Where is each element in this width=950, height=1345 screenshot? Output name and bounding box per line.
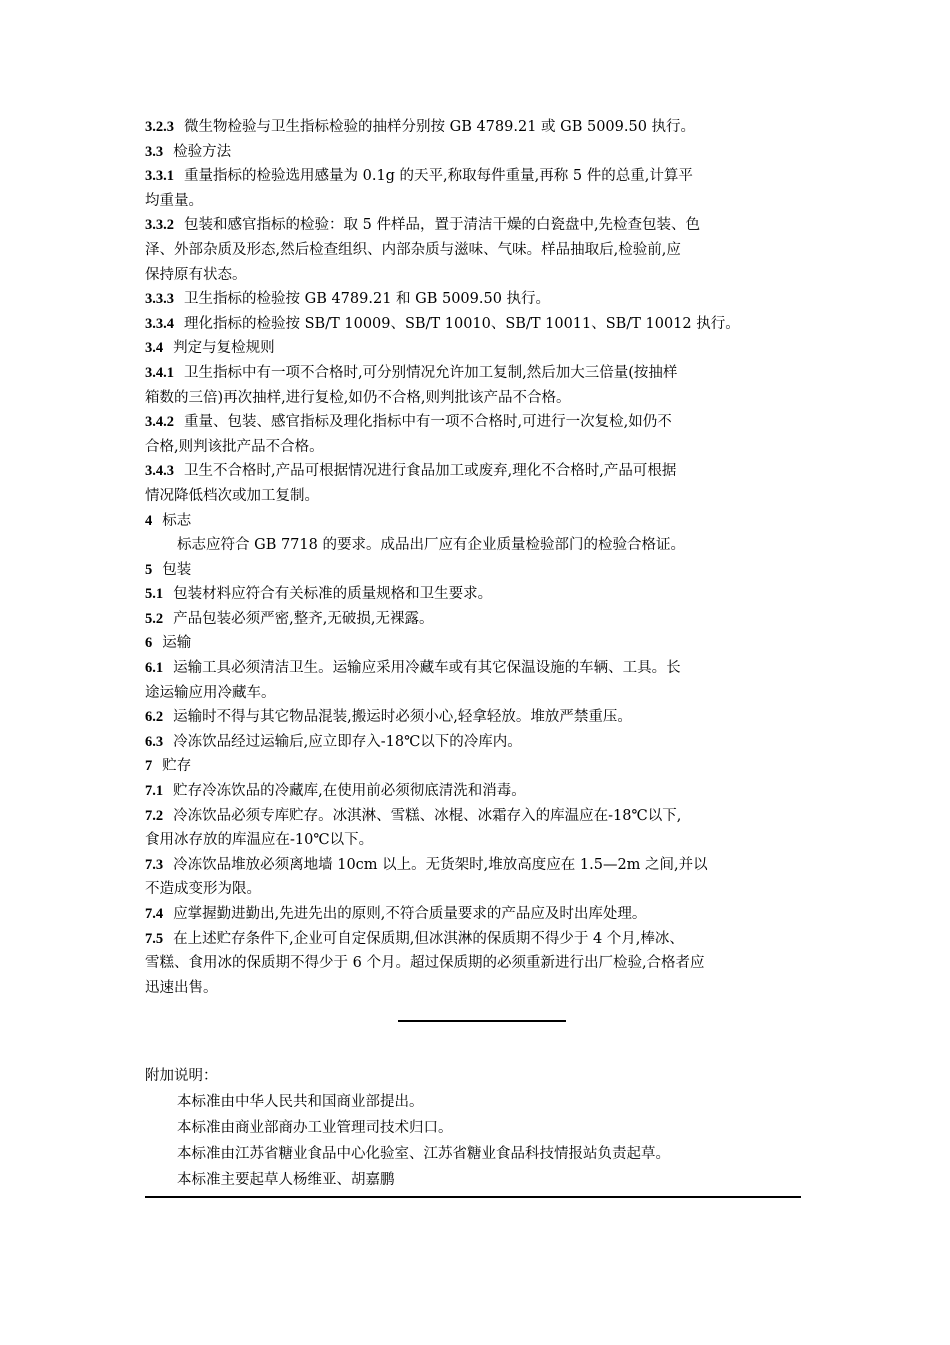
appendix-item: 本标准由江苏省糖业食品中心化验室、江苏省糖业食品科技情报站负责起草。 [177,1146,670,1162]
clause-line [145,804,805,829]
clause-text: 合格,则判该批产品不合格。 [145,438,324,455]
clause-line [145,287,805,312]
clause-continuation [145,435,805,460]
clause-text: 雪糕、食用冰的保质期不得少于 6 个月。超过保质期的必须重新进行出厂检验,合格者应 [145,955,705,972]
clause-text: 卫生不合格时,产品可根据情况进行食品加工或废弃,理化不合格时,产品可根据 [184,463,677,480]
clause-number: 3.4.1 [145,364,174,381]
clause-line [145,115,805,140]
clause-continuation [145,976,805,1001]
clause-text: 箱数的三倍)再次抽样,进行复检,如仍不合格,则判批该产品不合格。 [145,389,571,406]
clause-number: 7.4 [145,906,164,922]
clause-number: 3.4.3 [145,463,174,480]
clause-number: 3.4 [145,340,164,357]
clause-line [145,459,805,484]
section-end-rule [398,1020,566,1022]
clause-text: 冷冻饮品必须专库贮存。冰淇淋、雪糕、冰棍、冰霜存入的库温应在-18℃以下, [173,807,682,824]
clause-number: 7.3 [145,856,164,873]
clause-text: 贮存冷冻饮品的冷藏库,在使用前必须彻底清洗和消毒。 [173,783,526,800]
clause-line [145,213,805,238]
clause-line [145,656,805,681]
clause-text: 不造成变形为限。 [145,881,261,898]
clause-text: 重量、包装、感官指标及理化指标中有一项不合格时,可进行一次复检,如仍不 [184,414,672,431]
clause-continuation [145,681,805,706]
clause-text: 保持原有状态。 [145,266,247,283]
clause-line [145,902,805,927]
clause-number: 7.5 [145,930,164,947]
document-body [145,115,805,1000]
clause-continuation [145,484,805,509]
clause-continuation [145,877,805,902]
clause-number: 7.1 [145,783,164,800]
clause-continuation [145,386,805,411]
clause-text: 均重量。 [145,192,203,209]
clause-number: 3.3 [145,143,164,160]
clause-text: 产品包装必须严密,整齐,无破损,无裸露。 [173,610,434,627]
clause-text: 重量指标的检验选用感量为 0.1g 的天平,称取每件重量,再称 5 件的总重,计算平 [184,168,693,185]
clause-text: 在上述贮存条件下,企业可自定保质期,但冰淇淋的保质期不得少于 4 个月,棒冰、 [173,930,684,947]
clause-text: 情况降低档次或加工复制。 [145,487,319,504]
clause-line [145,164,805,189]
clause-text: 微生物检验与卫生指标检验的抽样分别按 GB 4789.21 或 GB 5009.50 执行。 [184,119,696,135]
clause-text: 应掌握勤进勤出,先进先出的原则,不符合质量要求的产品应及时出库处理。 [173,906,647,922]
clause-number: 3.3.2 [145,217,174,234]
appendix [145,1063,805,1193]
clause-text: 包装和感官指标的检验：取 5 件样品，置于清洁干燥的白瓷盘中,先检查包装、色 [184,217,701,234]
clause-line [145,533,805,558]
clause-line [145,754,805,779]
clause-text: 途运输应用冷藏车。 [145,684,276,701]
clause-continuation [145,828,805,853]
clause-line [145,779,805,804]
appendix-item: 本标准由商业部商办工业管理司技术归口。 [177,1120,453,1136]
clause-number: 3.3.4 [145,315,174,332]
clause-number: 5.2 [145,610,164,627]
clause-text: 运输 [162,635,192,652]
clause-text: 判定与复检规则 [173,340,275,357]
clause-text: 卫生指标的检验按 GB 4789.21 和 GB 5009.50 执行。 [184,291,551,308]
clause-line [145,336,805,361]
clause-number: 3.2.3 [145,119,174,135]
clause-number: 3.4.2 [145,414,174,431]
clause-line [145,927,805,952]
clause-continuation [145,189,805,214]
clause-continuation [145,951,805,976]
clause-number: 4 [145,512,153,529]
clause-line [145,410,805,435]
clause-continuation [145,238,805,263]
clause-number: 6.3 [145,733,164,750]
clause-line [145,631,805,656]
appendix-item: 本标准主要起草人杨维亚、胡嘉鹏 [177,1172,395,1188]
appendix-item: 本标准由中华人民共和国商业部提出。 [177,1094,424,1110]
clause-number: 5 [145,561,153,578]
clause-number: 3.3.1 [145,168,174,185]
clause-text: 检验方法 [173,143,232,160]
clause-line [145,582,805,607]
clause-line [145,730,805,755]
clause-number: 5.1 [145,586,164,603]
clause-text: 冷冻饮品经过运输后,应立即存入-18℃以下的冷库内。 [173,733,522,750]
clause-text: 运输工具必须清洁卫生。运输应采用冷藏车或有其它保温设施的车辆、工具。长 [173,660,681,677]
clause-text: 迅速出售。 [145,979,218,996]
clause-number: 3.3.3 [145,291,174,308]
clause-text: 贮存 [162,758,192,775]
clause-continuation [145,263,805,288]
document-end-rule [145,1196,801,1198]
clause-number: 7 [145,758,153,775]
clause-number: 6 [145,635,153,652]
clause-text: 标志 [162,512,192,529]
clause-line [145,853,805,878]
clause-text: 包装 [162,561,192,578]
appendix-title: 附加说明： [145,1068,218,1084]
clause-line [145,312,805,337]
clause-text: 包装材料应符合有关标准的质量规格和卫生要求。 [173,586,493,603]
clause-line [145,509,805,534]
clause-number: 6.1 [145,660,164,677]
clause-line [145,361,805,386]
clause-line [145,607,805,632]
clause-number: 6.2 [145,709,164,726]
clause-text: 运输时不得与其它物品混装,搬运时必须小心,轻拿轻放。堆放严禁重压。 [173,709,632,726]
clause-line [145,140,805,165]
clause-text: 标志应符合 GB 7718 的要求。成品出厂应有企业质量检验部门的检验合格证。 [177,537,685,554]
clause-text: 冷冻饮品堆放必须离地墙 10cm 以上。无货架时,堆放高度应在 1.5—2m 之间,并以 [173,856,708,873]
clause-number: 7.2 [145,807,164,824]
clause-text: 卫生指标中有一项不合格时,可分别情况允许加工复制,然后加大三倍量(按抽样 [184,364,678,381]
clause-line [145,705,805,730]
clause-text: 泽、外部杂质及形态,然后检查组织、内部杂质与滋味、气味。样品抽取后,检验前,应 [145,241,681,258]
clause-text: 食用冰存放的库温应在-10℃以下。 [145,832,374,849]
clause-line [145,558,805,583]
clause-text: 理化指标的检验按 SB/T 10009、SB/T 10010、SB/T 10011、SB/T 10012 执行。 [184,315,740,332]
